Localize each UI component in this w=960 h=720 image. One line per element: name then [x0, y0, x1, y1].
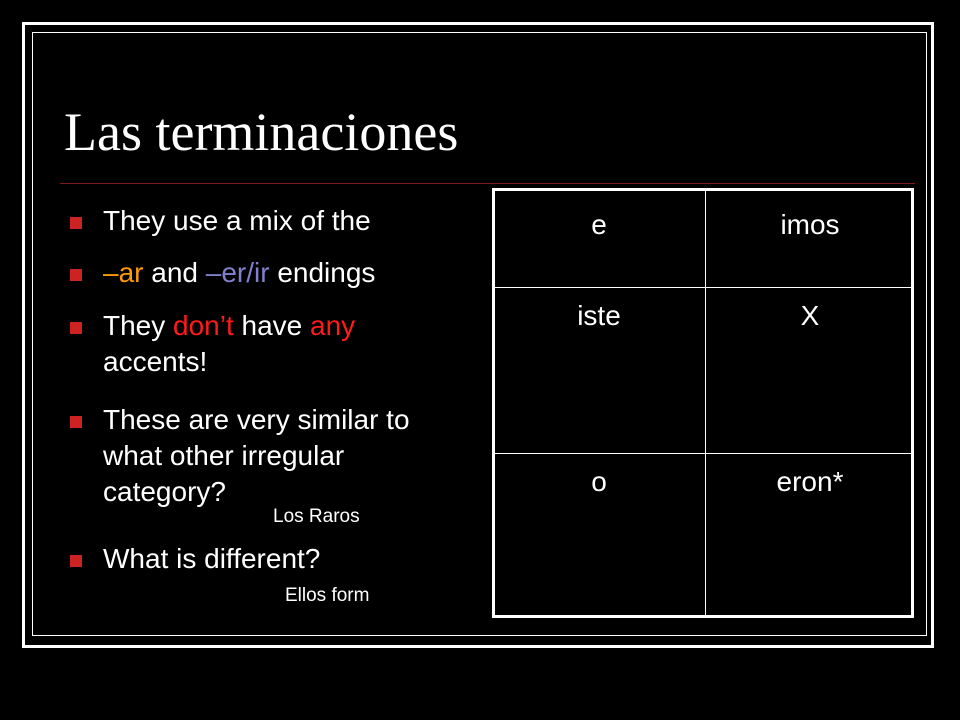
any-emphasis: any	[310, 310, 356, 341]
bullet-marker	[70, 416, 82, 428]
er-ir-ending: –er/ir	[205, 257, 270, 288]
table-cell-vosotros: X	[800, 300, 820, 331]
table-row-divider	[495, 287, 911, 288]
bullet-they-text: They	[103, 310, 174, 341]
table-row-divider	[495, 453, 911, 454]
dont-emphasis: don’t	[173, 310, 234, 341]
bullet-what-is-different: What is different?	[103, 543, 321, 574]
endings-table	[492, 188, 914, 618]
bullet-marker	[70, 217, 82, 229]
note-ellos-form: Ellos form	[285, 585, 370, 606]
table-cell-el: o	[591, 466, 607, 497]
table-cell-ellos: eron*	[776, 466, 844, 497]
table-column-divider	[705, 191, 706, 615]
bullet-no-accents	[103, 308, 463, 380]
bullet-marker	[70, 269, 82, 281]
bullet-endings-word: endings	[269, 257, 376, 288]
bullet-have-text: have	[233, 310, 311, 341]
bullet-connector-text: and	[143, 257, 206, 288]
title-divider	[60, 183, 915, 184]
bullet-similar-category: These are very similar to what other irregular category?	[103, 404, 410, 507]
table-cell-yo: e	[591, 209, 607, 240]
slide-title: Las terminaciones	[64, 102, 459, 162]
bullet-accents-text: accents!	[103, 346, 208, 377]
bullet-ar-er-ir-endings	[103, 255, 463, 291]
table-cell-tu: iste	[577, 300, 621, 331]
note-los-raros: Los Raros	[273, 506, 360, 527]
table-cell-nosotros: imos	[780, 209, 840, 240]
bullet-marker	[70, 322, 82, 334]
bullet-marker	[70, 555, 82, 567]
bullet-mix-of-endings: They use a mix of the	[103, 205, 371, 236]
ar-ending: –ar	[103, 257, 144, 288]
